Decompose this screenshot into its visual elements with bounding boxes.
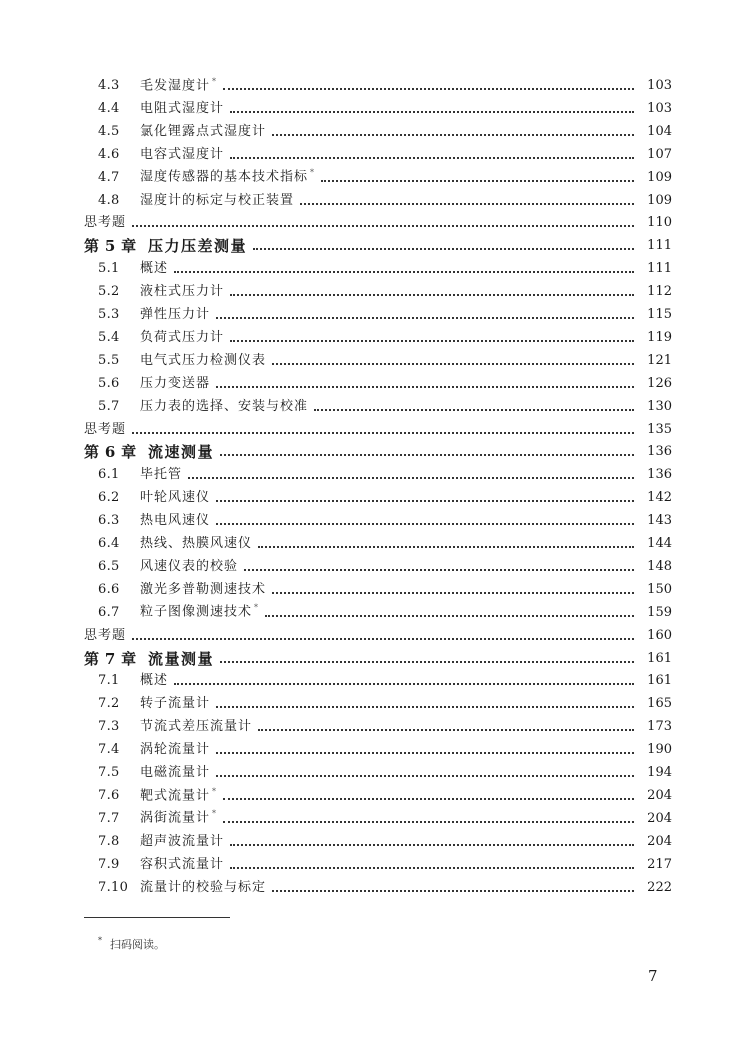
scan-to-read-mark: * [212,786,218,796]
toc-entry-title [84,628,126,644]
toc-entry-title-text: 转子流量计 [140,696,211,712]
dot-leader [216,386,634,388]
toc-section-row [84,736,672,758]
footnote-text: 扫码阅读。 [110,938,165,951]
toc-entry-title [140,307,210,323]
toc-entry-page: 173 [647,719,672,735]
toc-entry-page: 112 [647,284,672,300]
toc-entry-title-text: 热线、热膜风速仪 [140,536,253,551]
toc-entry-number: 4.8 [98,192,120,208]
toc-entry-title [140,600,259,620]
dot-leader [230,844,634,846]
toc-entry-page: 204 [647,833,672,849]
toc-section-row [84,393,672,415]
toc-entry-page: 109 [647,169,672,185]
toc-entry-number: 第 5 章 [84,237,137,256]
toc-entry-number: 4.3 [98,78,120,93]
dot-leader [230,867,634,869]
toc-section-row [84,278,672,300]
toc-entry-number: 6.1 [98,467,120,483]
dot-leader [216,752,634,754]
toc-entry-title [148,651,214,667]
dot-leader [223,821,634,823]
toc-entry-page: 126 [647,375,672,391]
scan-to-read-mark: * [254,603,260,613]
toc-entry-title-text: 激光多普勒测速技术 [140,581,267,597]
toc-entry-title-text: 流量计的校验与标定 [140,879,267,895]
toc-chapter-row [84,438,672,460]
dot-leader [132,432,634,434]
toc-entry-title-text: 流量测量 [148,649,215,668]
toc-entry-page: 111 [647,261,672,277]
dot-leader [258,729,634,731]
toc-entry-title-text: 思考题 [84,421,127,437]
dot-leader [300,203,634,205]
dot-leader [230,111,634,113]
toc-entry-number: 5.6 [98,375,120,391]
toc-entry-page: 160 [647,627,672,643]
toc-entry-title-text: 毕托管 [140,467,183,483]
toc-section-row [84,530,672,552]
toc-entry-title [148,444,214,460]
toc-entry-title-text: 压力表的选择、安装与校准 [140,398,309,414]
toc-entry-number: 7.9 [98,856,120,872]
toc-entry-title [140,399,308,415]
toc-entry-page: 119 [647,329,672,345]
toc-entry-number: 5.3 [98,307,120,322]
toc-section-row [84,874,672,896]
toc-entry-title [140,742,210,758]
toc-section-row [84,301,672,323]
toc-exercises-row [84,622,672,644]
toc-entry-number: 4.5 [98,123,120,139]
toc-entry-title-text: 超声波流量计 [140,833,225,849]
dot-leader [321,180,634,182]
toc-entry-page: 103 [647,100,672,116]
dot-leader [174,271,634,273]
toc-entry-title-text: 湿度计的标定与校正装置 [140,192,295,208]
toc-section-row [84,118,672,140]
dot-leader [272,134,634,136]
toc-entry-page: 222 [647,879,672,895]
toc-entry-page: 165 [647,696,672,712]
toc-entry-title [140,513,210,529]
toc-section-row [84,370,672,392]
toc-entry-page: 204 [647,787,672,803]
toc-exercises-row [84,416,672,438]
toc-section-row [84,484,672,506]
toc-section-row [84,759,672,781]
toc-entry-page: 150 [647,581,672,597]
toc-section-row [84,805,672,827]
dot-leader [230,157,634,159]
toc-section-row [84,782,672,804]
toc-entry-title-text: 电阻式湿度计 [140,100,225,116]
toc-entry-page: 143 [647,513,672,529]
toc-entry-title [140,784,217,804]
toc-entry-title [140,124,266,140]
toc-entry-title [140,147,224,163]
dot-leader [216,500,634,502]
toc-entry-page: 217 [647,856,672,872]
toc-entry-title-text: 压力变送器 [140,375,211,391]
toc-entry-page: 142 [647,490,672,506]
dot-leader [216,523,634,525]
toc-entry-title [140,834,224,850]
toc-entry-title-text: 负荷式压力计 [140,329,225,345]
toc-entry-title-text: 节流式差压流量计 [140,719,253,735]
toc-entry-page: 109 [647,192,672,208]
toc-entry-title [140,261,168,277]
toc-section-row [84,164,672,186]
toc-entry-number: 7.4 [98,742,120,758]
toc-entry-page: 194 [647,765,672,780]
toc-entry-page: 190 [647,742,672,758]
toc-entry-title-text: 粒子图像测速技术 [140,604,253,620]
scan-to-read-mark: * [310,168,316,178]
dot-leader [174,683,634,685]
toc-entry-number: 4.4 [98,100,120,116]
toc-entry-number: 7.5 [98,765,120,780]
toc-section-row [84,72,672,94]
toc-entry-title [140,559,238,575]
toc-entry-title-text: 电气式压力检测仪表 [140,352,267,368]
toc-section-row [84,553,672,575]
toc-section-row [84,187,672,209]
toc-section-row [84,599,672,621]
toc-entry-number: 7.3 [98,719,120,735]
toc-entry-number: 7.6 [98,787,120,803]
toc-entry-number: 4.6 [98,146,120,162]
toc-section-row [84,141,672,163]
toc-entry-number: 7.10 [98,879,129,895]
toc-entry-title-text: 叶轮风速仪 [140,490,211,506]
toc-entry-page: 136 [647,467,672,483]
toc-entry-title-text: 电磁流量计 [140,765,211,780]
toc-entry-title [140,719,252,735]
toc-chapter-row [84,645,672,667]
footnote-mark: * [98,936,102,946]
toc-section-row [84,667,672,689]
toc-entry-number: 6.7 [98,604,120,620]
toc-entry-page: 110 [647,215,672,231]
dot-leader [244,569,634,571]
toc-section-row [84,576,672,598]
toc-entry-page: 115 [647,307,672,322]
toc-entry-page: 107 [647,146,672,162]
toc-entry-number: 7.8 [98,833,120,849]
toc-entry-title-text: 液柱式压力计 [140,284,225,300]
toc-entry-page: 204 [647,810,672,826]
toc-entry-title-text: 热电风速仪 [140,513,211,529]
dot-leader [265,615,634,617]
toc-entry-title [140,696,210,712]
footnote [98,936,165,952]
toc-entry-title [140,165,315,185]
dot-leader [188,477,634,479]
toc-entry-title-text: 思考题 [84,627,127,643]
footnote-rule [84,917,230,918]
toc-section-row [84,690,672,712]
dot-leader [132,638,634,640]
toc-exercises-row [84,209,672,231]
toc-entry-page: 104 [647,123,672,139]
toc-entry-title [140,330,224,346]
dot-leader [220,661,634,663]
dot-leader [132,225,634,227]
toc-section-row [84,255,672,277]
toc-entry-page: 135 [647,421,672,437]
toc-entry-title-text: 湿度传感器的基本技术指标 [140,169,309,185]
toc-section-row [84,324,672,346]
toc-entry-title [140,376,210,392]
toc-chapter-row [84,232,672,254]
toc-entry-title [140,806,217,826]
toc-entry-title-text: 弹性压力计 [140,307,211,322]
toc-entry-title [140,490,210,506]
toc-entry-page: 159 [647,604,672,620]
toc-entry-page: 130 [647,398,672,414]
dot-leader [216,706,634,708]
toc-entry-title [148,238,247,254]
dot-leader [272,363,634,365]
toc-entry-number: 6.4 [98,536,120,551]
toc-entry-title [140,857,224,873]
scan-to-read-mark: * [212,809,218,819]
toc-entry-number: 7.1 [98,673,120,689]
toc-entry-number: 第 7 章 [84,649,137,668]
toc-entry-number: 第 6 章 [84,443,137,462]
toc-entry-title [84,422,126,438]
toc-entry-title [140,673,168,689]
toc-entry-title [140,101,224,117]
toc-entry-title-text: 风速仪表的校验 [140,558,239,574]
toc-entry-page: 111 [647,238,672,254]
toc-section-row [84,95,672,117]
dot-leader [258,546,634,548]
toc-entry-title [140,284,224,300]
dot-leader [272,592,634,594]
toc-entry-number: 5.7 [98,398,120,414]
toc-entry-title [140,467,182,483]
toc-entry-page: 144 [647,536,672,551]
toc-entry-title [84,215,126,231]
toc-entry-title [140,193,294,209]
toc-entry-number: 5.5 [98,352,120,368]
toc-section-row [84,347,672,369]
dot-leader [223,88,634,90]
toc-entry-title-text: 氯化锂露点式湿度计 [140,123,267,139]
toc-section-row [84,461,672,483]
toc-entry-title-text: 概述 [140,673,169,689]
toc-entry-number: 6.6 [98,581,120,597]
dot-leader [216,775,634,777]
toc-entry-page: 136 [647,444,672,460]
toc-entry-number: 7.2 [98,696,120,712]
toc-entry-title [140,880,266,896]
toc-entry-title [140,582,266,598]
toc-entry-title-text: 涡街流量计 [140,810,211,826]
toc-entry-number: 5.4 [98,329,120,345]
toc-entry-title-text: 概述 [140,261,169,277]
toc-entry-number: 4.7 [98,169,120,185]
dot-leader [216,317,634,319]
toc-entry-number: 5.1 [98,261,120,277]
toc-entry-number: 6.5 [98,558,120,574]
toc-entry-page: 103 [647,78,672,93]
toc-entry-number: 7.7 [98,810,120,826]
toc-entry-title-text: 压力压差测量 [148,237,248,256]
toc-entry-title-text: 毛发湿度计 [140,78,211,93]
dot-leader [272,890,634,892]
toc-entry-title-text: 电容式湿度计 [140,146,225,162]
dot-leader [253,248,634,250]
dot-leader [230,340,634,342]
toc-entry-title-text: 思考题 [84,215,127,231]
scan-to-read-mark: * [212,76,218,86]
toc-entry-title-text: 容积式流量计 [140,856,225,872]
toc-section-row [84,507,672,529]
toc-entry-number: 6.2 [98,490,120,506]
toc-entry-title-text: 靶式流量计 [140,787,211,803]
toc-entry-title [140,765,210,781]
toc-section-row [84,851,672,873]
toc-entry-number: 6.3 [98,513,120,529]
dot-leader [314,409,634,411]
toc-entry-page: 148 [647,558,672,574]
dot-leader [230,294,634,296]
toc-entry-title-text: 涡轮流量计 [140,742,211,758]
dot-leader [223,798,634,800]
toc-entry-page: 161 [647,650,672,666]
toc-entry-page: 161 [647,673,672,689]
toc-section-row [84,713,672,735]
toc-entry-number: 5.2 [98,284,120,300]
toc-entry-page: 121 [647,352,672,368]
dot-leader [220,454,634,456]
toc-entry-title [140,536,252,552]
toc-entry-title [140,353,266,369]
page-number: 7 [648,967,658,985]
toc-entry-title [140,74,217,94]
toc-entry-title-text: 流速测量 [148,443,215,462]
toc-section-row [84,828,672,850]
